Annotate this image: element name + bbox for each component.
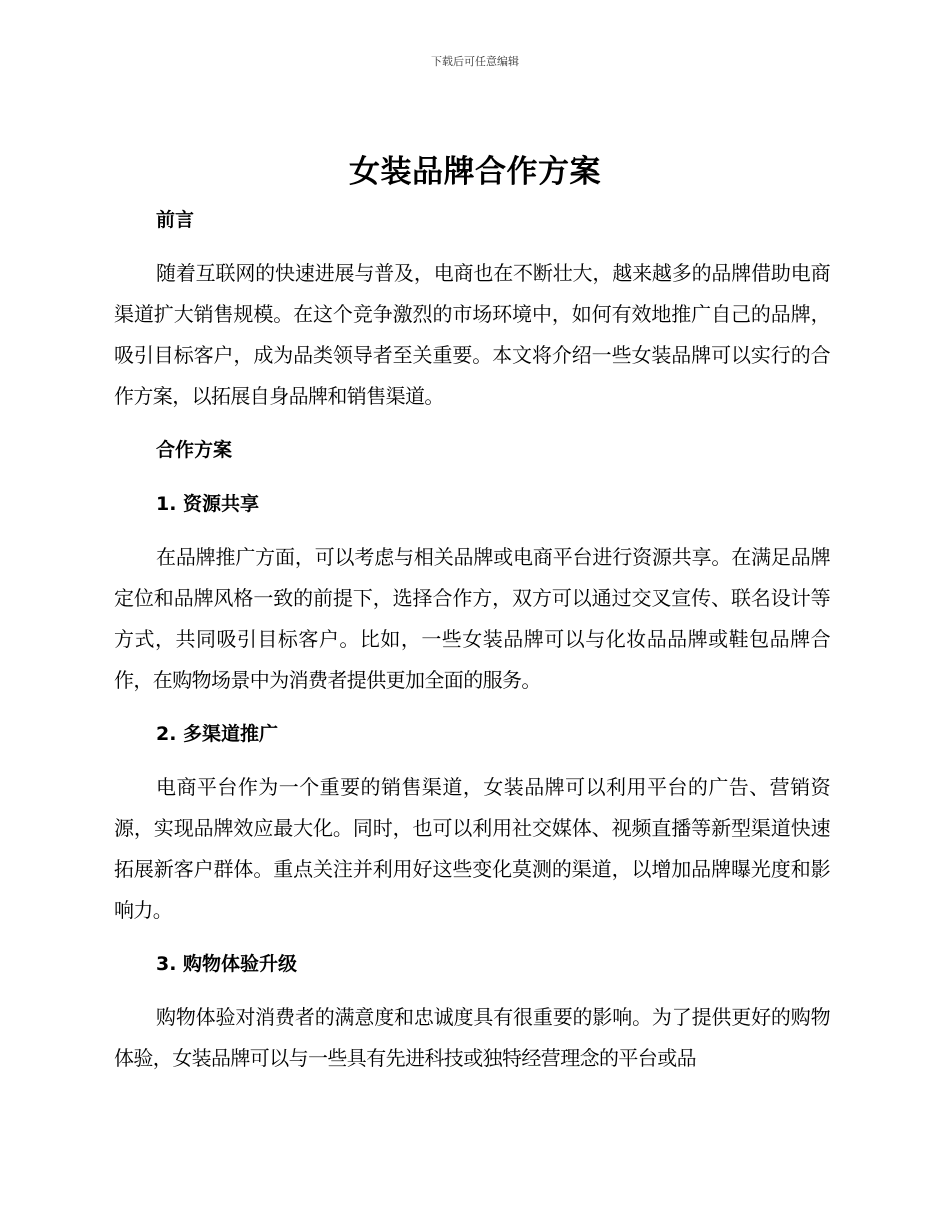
section2-heading: 2. 多渠道推广 — [156, 723, 279, 745]
section3-paragraph: 购物体验对消费者的满意度和忠诚度具有很重要的影响。为了提供更好的购物体验，女装品牌可以与一些具有先进科技或独特经营理念的平台或品 — [114, 1005, 830, 1070]
section2-paragraph: 电商平台作为一个重要的销售渠道，女装品牌可以利用平台的广告、营销资源，实现品牌效应最大化。同时，也可以利用社交媒体、视频直播等新型渠道快速拓展新客户群体。重点关注并利用好这些变化莫测的渠道，以增加品牌曝光度和影响力。 — [114, 775, 830, 922]
section1-heading: 1. 资源共享 — [156, 493, 260, 515]
section1-paragraph: 在品牌推广方面，可以考虑与相关品牌或电商平台进行资源共享。在满足品牌定位和品牌风格一致的前提下，选择合作方，双方可以通过交叉宣传、联名设计等方式，共同吸引目标客户。比如，一些女装品牌可以与化妆品品牌或鞋包品牌合作，在购物场景中为消费者提供更加全面的服务。 — [114, 545, 830, 692]
document-body — [114, 200, 830, 1079]
preface-paragraph: 随着互联网的快速进展与普及，电商也在不断壮大，越来越多的品牌借助电商渠道扩大销售规模。在这个竞争激烈的市场环境中，如何有效地推广自己的品牌，吸引目标客户，成为品类领导者至关重要。本文将介绍一些女装品牌可以实行的合作方案，以拓展自身品牌和销售渠道。 — [114, 261, 830, 408]
document-title: 女装品牌合作方案 — [349, 154, 601, 190]
page-header-note: 下载后可任意编辑 — [431, 55, 519, 68]
preface-heading: 前言 — [156, 209, 195, 231]
plan-heading: 合作方案 — [156, 439, 233, 461]
section3-heading: 3. 购物体验升级 — [156, 953, 298, 975]
